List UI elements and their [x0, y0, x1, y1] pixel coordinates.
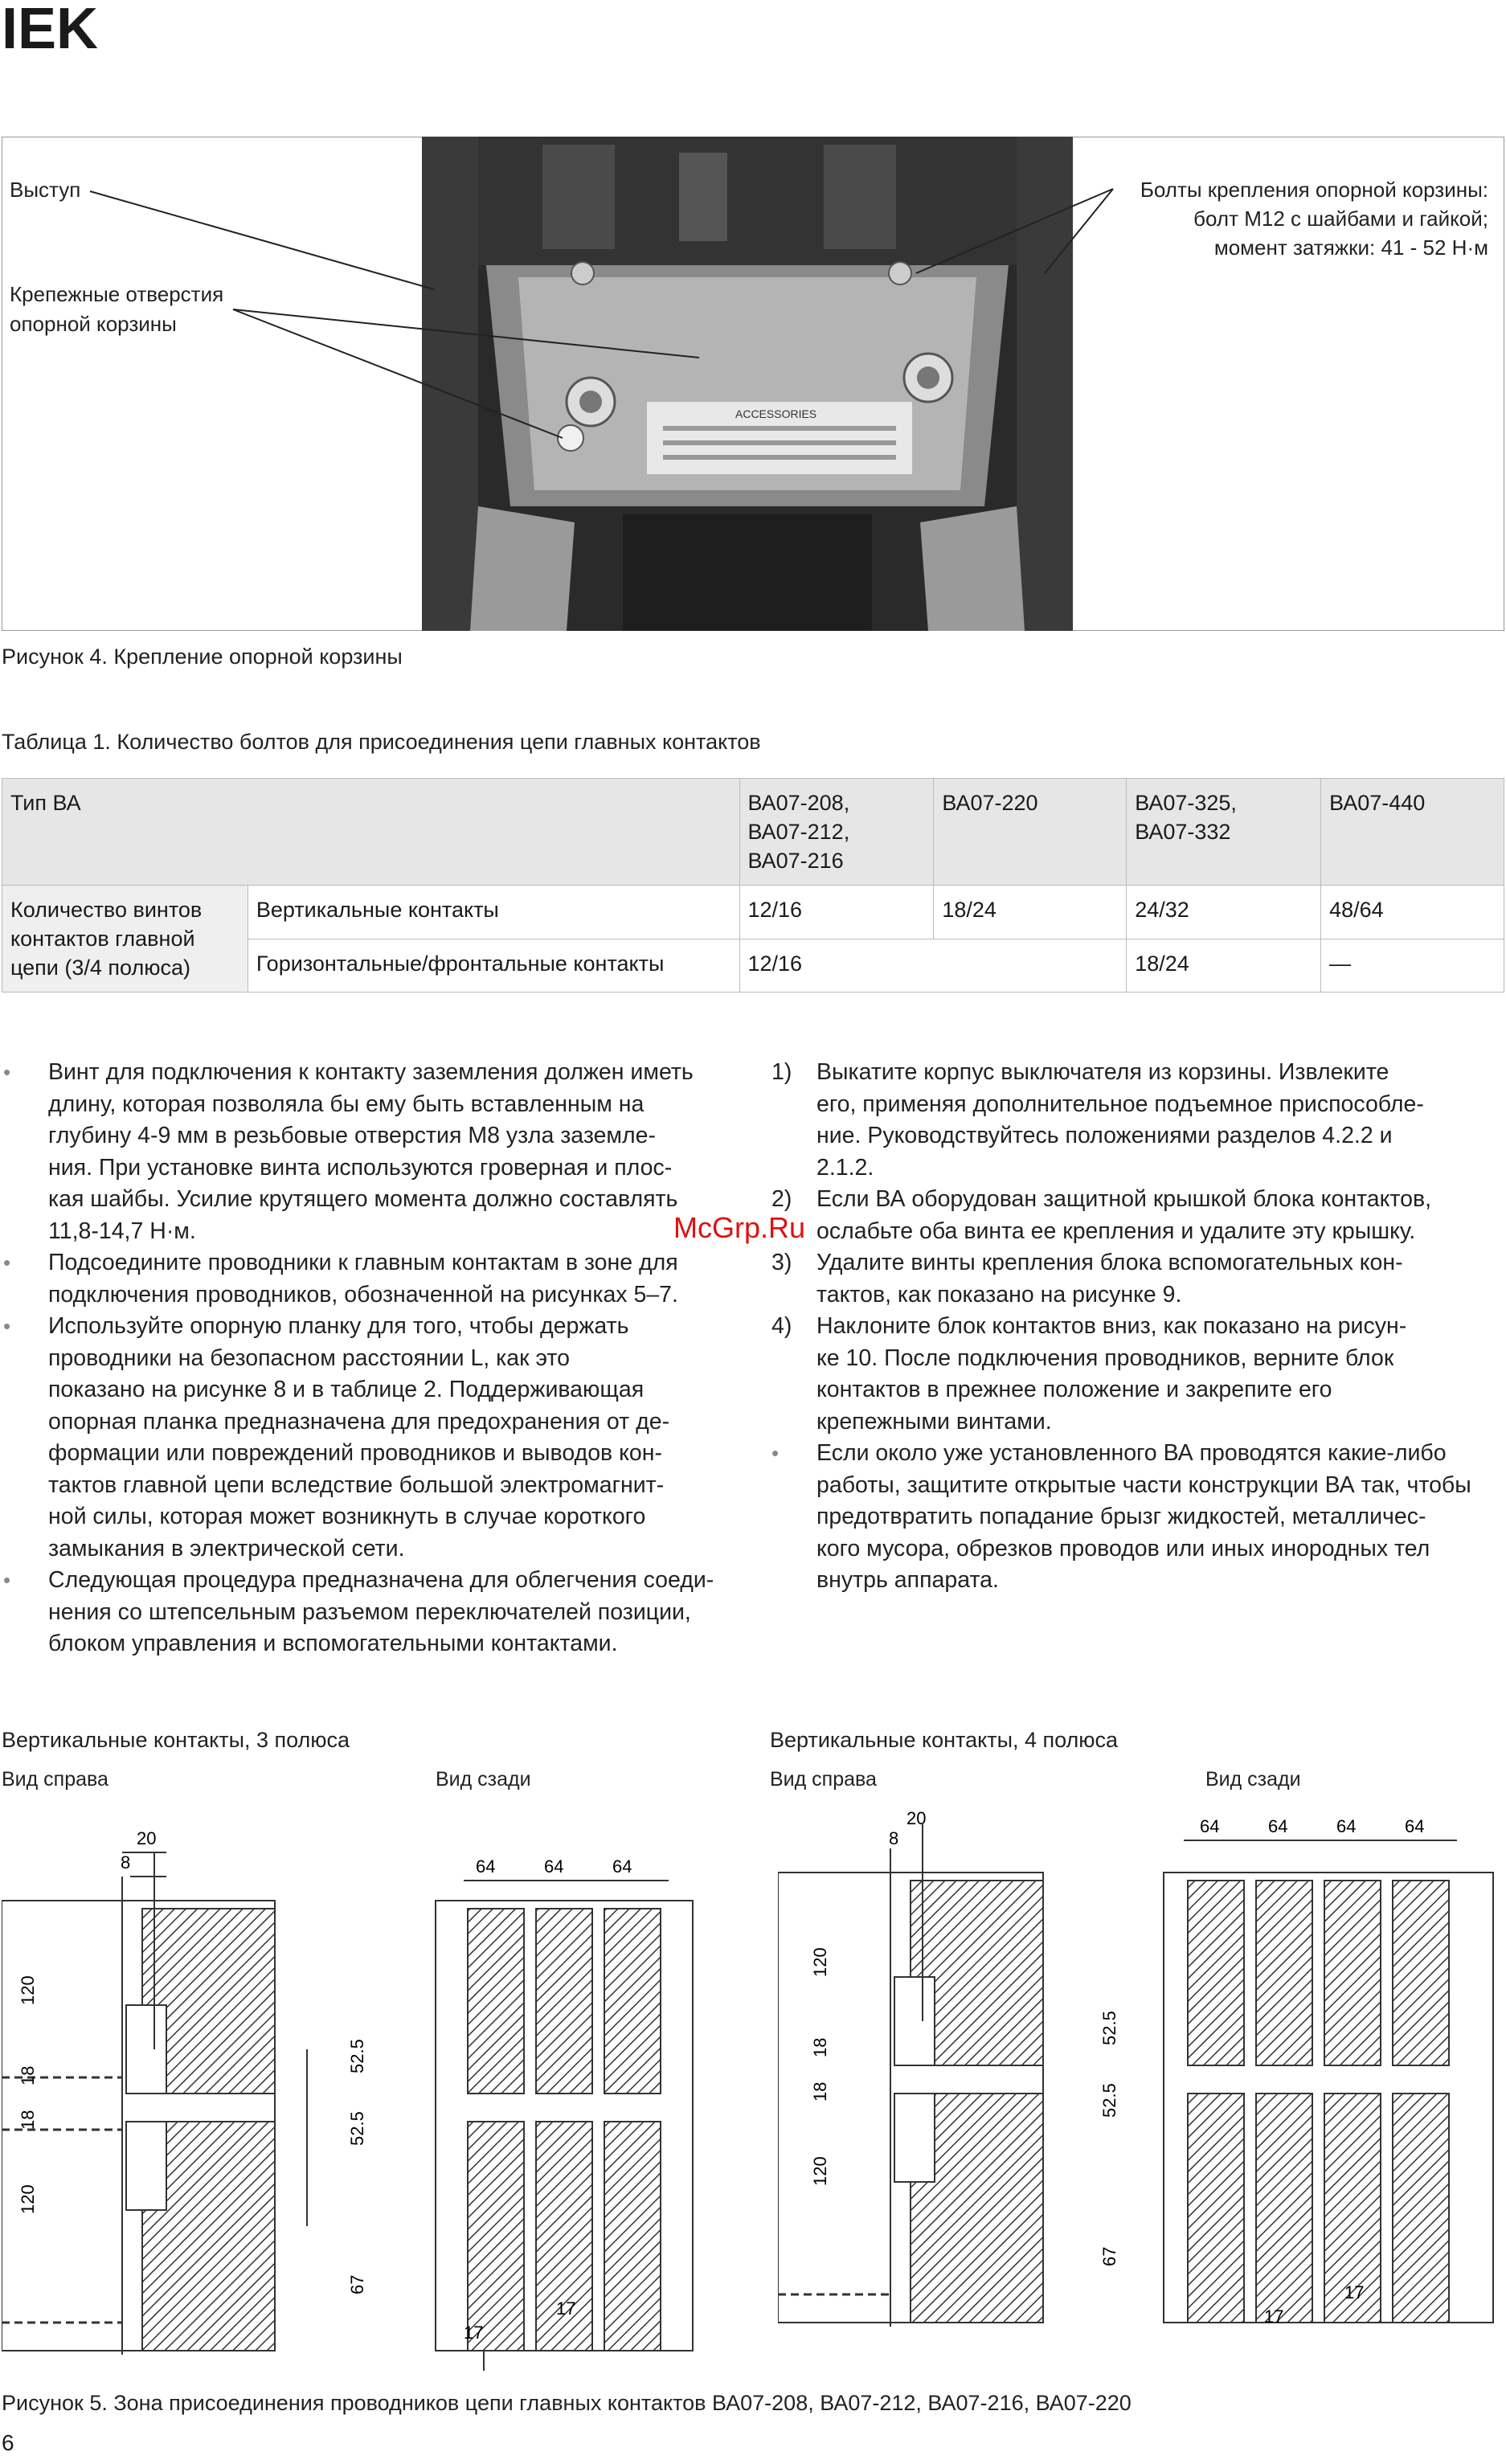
text-line: • Винт для подключения к контакту заземления должен иметь [48, 1059, 694, 1085]
dim-67-r: 67 [1099, 2246, 1119, 2266]
cell: — [1321, 939, 1504, 993]
cell: 24/32 [1127, 886, 1321, 939]
figure5-caption: Рисунок 5. Зона присоединения проводников цепи главных контактов ВА07-208, ВА07-212, ВА07-216, ВА07-220 [2, 2391, 1132, 2415]
drawing-4-poles [778, 1808, 1501, 2371]
dim-64-r-d: 64 [1405, 1816, 1425, 1836]
group-line: контактов главной [10, 927, 195, 951]
bullet-connect-conductors [48, 1247, 733, 1311]
col1-line: ВА07-212, [747, 820, 850, 844]
text-line: глубину 4-9 мм в резьбовые отверстия М8 узла заземле- [48, 1123, 656, 1148]
table1-type-label: Тип ВА [2, 779, 740, 886]
step-number: 4) [771, 1313, 792, 1339]
text-line: Если ВА оборудован защитной крышкой блока контактов, [816, 1186, 1432, 1212]
dim-52-r-top: 52.5 [1099, 2011, 1119, 2045]
dim-20-r: 20 [906, 1808, 927, 1828]
logo-text: IEK [2, 0, 99, 55]
step-1 [771, 1057, 1503, 1184]
callout-bolts-1: Болты крепления опорной корзины: [1140, 178, 1488, 202]
dim-52-top: 52.5 [347, 2039, 367, 2073]
callout-protrusion: Выступ [10, 178, 81, 202]
fig5-right-rear-view: Вид сзади [1205, 1768, 1301, 1791]
text-line: нения со штепсельным разъемом переключателей позиции, [48, 1598, 691, 1625]
text-line: тактов главной цепи вследствие большой электромагнит- [48, 1471, 665, 1498]
dim-17-r-b: 17 [1344, 2282, 1365, 2302]
text-line: предотвратить попадание брызг жидкостей, металличес- [816, 1504, 1426, 1529]
table1-header-row [2, 779, 1504, 886]
drawing-3-poles [2, 1808, 701, 2371]
group-line: Количество винтов [10, 898, 203, 922]
fig5-right-side-view: Вид справа [770, 1768, 877, 1791]
row-label: Вертикальные контакты [248, 886, 739, 939]
cell: 48/64 [1321, 886, 1504, 939]
text-line: опорная планка предназначена для предохранения от де- [48, 1408, 670, 1435]
table1-col2-header: ВА07-220 [934, 779, 1127, 886]
photo-label: ACCESSORIES [735, 407, 817, 420]
text-line: формации или повреждений проводников и выводов кон- [48, 1440, 662, 1466]
bullet-support-bar [48, 1311, 733, 1565]
col1-line: ВА07-208, [747, 791, 850, 815]
text-line: его, применяя дополнительное подъемное приспособле- [816, 1091, 1424, 1117]
text-line: ния. При установке винта используются гроверная и плос- [48, 1154, 673, 1181]
text-line: ке 10. После подключения проводников, верните блок [816, 1345, 1394, 1371]
table1-row [2, 886, 1504, 939]
step-number: 2) [771, 1186, 792, 1212]
text-line: ние. Руководствуйтесь положениями разделов 4.2.2 и [816, 1123, 1393, 1148]
page-number: 6 [2, 2430, 14, 2455]
table1 [2, 778, 1504, 993]
dim-64-r-b: 64 [1268, 1816, 1288, 1836]
text-line: • Следующая процедура предназначена для облегчения соеди- [48, 1567, 714, 1593]
fig5-left-side-view: Вид справа [2, 1768, 108, 1791]
group-line: цепи (3/4 полюса) [10, 956, 190, 980]
text-line: ной силы, которая может возникнуть в случае короткого [48, 1504, 646, 1529]
text-line: • Подсоедините проводники к главным контактам в зоне для [48, 1250, 678, 1275]
text-line: Наклоните блок контактов вниз, как показано на рисун- [816, 1313, 1407, 1339]
callout-bolts-3: момент затяжки: 41 - 52 Н·м [1213, 235, 1488, 260]
step-3 [771, 1247, 1503, 1311]
table1-col1-header [739, 779, 934, 886]
dim-18-bottom: 18 [18, 2110, 38, 2130]
table1-col4-header: ВА07-440 [1321, 779, 1504, 886]
step-number: 3) [771, 1250, 792, 1275]
dim-64-a: 64 [476, 1856, 496, 1877]
text-line: показано на рисунке 8 и в таблице 2. Поддерживающая [48, 1377, 645, 1402]
text-line: кая шайбы. Усилие крутящего момента должно составлять [48, 1186, 678, 1212]
col1-line: ВА07-216 [747, 849, 844, 873]
text-line: кого мусора, обрезков проводов или иных инородных тел [816, 1535, 1430, 1561]
table1-col3-header [1127, 779, 1321, 886]
figure4-caption: Рисунок 4. Крепление опорной корзины [2, 645, 403, 669]
dim-120-top: 120 [18, 1975, 38, 2005]
row-label: Горизонтальные/фронтальные контакты [248, 939, 739, 993]
dim-20: 20 [137, 1828, 157, 1848]
step-4 [771, 1311, 1503, 1438]
table1-group-label [2, 886, 248, 993]
dim-18-r-bottom: 18 [810, 2081, 830, 2102]
text-line: длину, которая позволяла бы ему быть вставленным на [48, 1091, 645, 1117]
col3-line: ВА07-325, [1135, 791, 1237, 815]
text-line: внутрь аппарата. [816, 1567, 999, 1593]
dim-120-r-top: 120 [810, 1947, 830, 1977]
dim-67: 67 [347, 2274, 367, 2294]
text-line: контактов в прежнее положение и закрепите его [816, 1377, 1332, 1402]
dim-52-bottom: 52.5 [347, 2111, 367, 2146]
text-line: крепежными винтами. [816, 1408, 1052, 1435]
callout-mount-holes-2: опорной корзины [10, 312, 177, 336]
cell: 12/16 [739, 939, 1127, 993]
dim-18-top: 18 [18, 2065, 38, 2085]
dim-64-r-c: 64 [1336, 1816, 1357, 1836]
dim-64-b: 64 [544, 1856, 564, 1877]
text-line: • Если около уже установленного ВА проводятся какие-либо [816, 1440, 1447, 1466]
watermark: McGrp.Ru [673, 1211, 806, 1244]
dim-64-r-a: 64 [1200, 1816, 1220, 1836]
step-number: 1) [771, 1059, 792, 1085]
text-line: проводники на безопасном расстоянии L, как это [48, 1345, 570, 1371]
col3-line: ВА07-332 [1135, 820, 1231, 844]
text-line: подключения проводников, обозначенной на рисунках 5–7. [48, 1281, 678, 1308]
text-line: ослабьте оба винта ее крепления и удалите эту крышку. [816, 1218, 1416, 1244]
bullet-ground-screw [48, 1057, 733, 1247]
text-line: Удалите винты крепления блока вспомогательных кон- [816, 1250, 1403, 1275]
cell: 12/16 [739, 886, 934, 939]
dim-17-a: 17 [464, 2323, 484, 2343]
text-line: 2.1.2. [816, 1154, 874, 1181]
step-2 [771, 1184, 1503, 1247]
text-line: замыкания в электрической сети. [48, 1535, 405, 1561]
dim-64-c: 64 [612, 1856, 632, 1877]
fig5-right-title: Вертикальные контакты, 4 полюса [770, 1728, 1119, 1752]
left-column [2, 1057, 733, 1660]
bullet-protect-parts [816, 1438, 1503, 1597]
fig5-left-title: Вертикальные контакты, 3 полюса [2, 1728, 350, 1752]
bullet-procedure [48, 1565, 733, 1660]
iek-logo [0, 0, 104, 55]
callout-bolts-2: болт М12 с шайбами и гайкой; [1193, 207, 1488, 231]
cell: 18/24 [934, 886, 1127, 939]
dim-18-r-top: 18 [810, 2037, 830, 2057]
text-line: работы, защитите открытые части конструкции ВА так, чтобы [816, 1471, 1471, 1498]
text-line: Выкатите корпус выключателя из корзины. Извлеките [816, 1059, 1389, 1085]
text-line: блоком управления и вспомогательными контактами. [48, 1631, 618, 1656]
text-line: 11,8-14,7 Н·м. [48, 1218, 196, 1244]
fig5-left-rear-view: Вид сзади [436, 1768, 531, 1791]
dim-17-r-a: 17 [1264, 2306, 1284, 2327]
dim-120-r-bottom: 120 [810, 2156, 830, 2186]
right-column [770, 1057, 1503, 1597]
dim-8-r: 8 [889, 1828, 899, 1848]
table1-caption: Таблица 1. Количество болтов для присоединения цепи главных контактов [2, 730, 761, 754]
text-line: • Используйте опорную планку для того, чтобы держать [48, 1313, 629, 1339]
dim-120-bottom: 120 [18, 2184, 38, 2214]
dim-52-r-bottom: 52.5 [1099, 2083, 1119, 2118]
dim-17-b: 17 [556, 2298, 576, 2319]
dim-8: 8 [121, 1852, 131, 1873]
cell: 18/24 [1127, 939, 1321, 993]
text-line: тактов, как показано на рисунке 9. [816, 1281, 1182, 1308]
callout-mount-holes-1: Крепежные отверстия [10, 282, 224, 306]
